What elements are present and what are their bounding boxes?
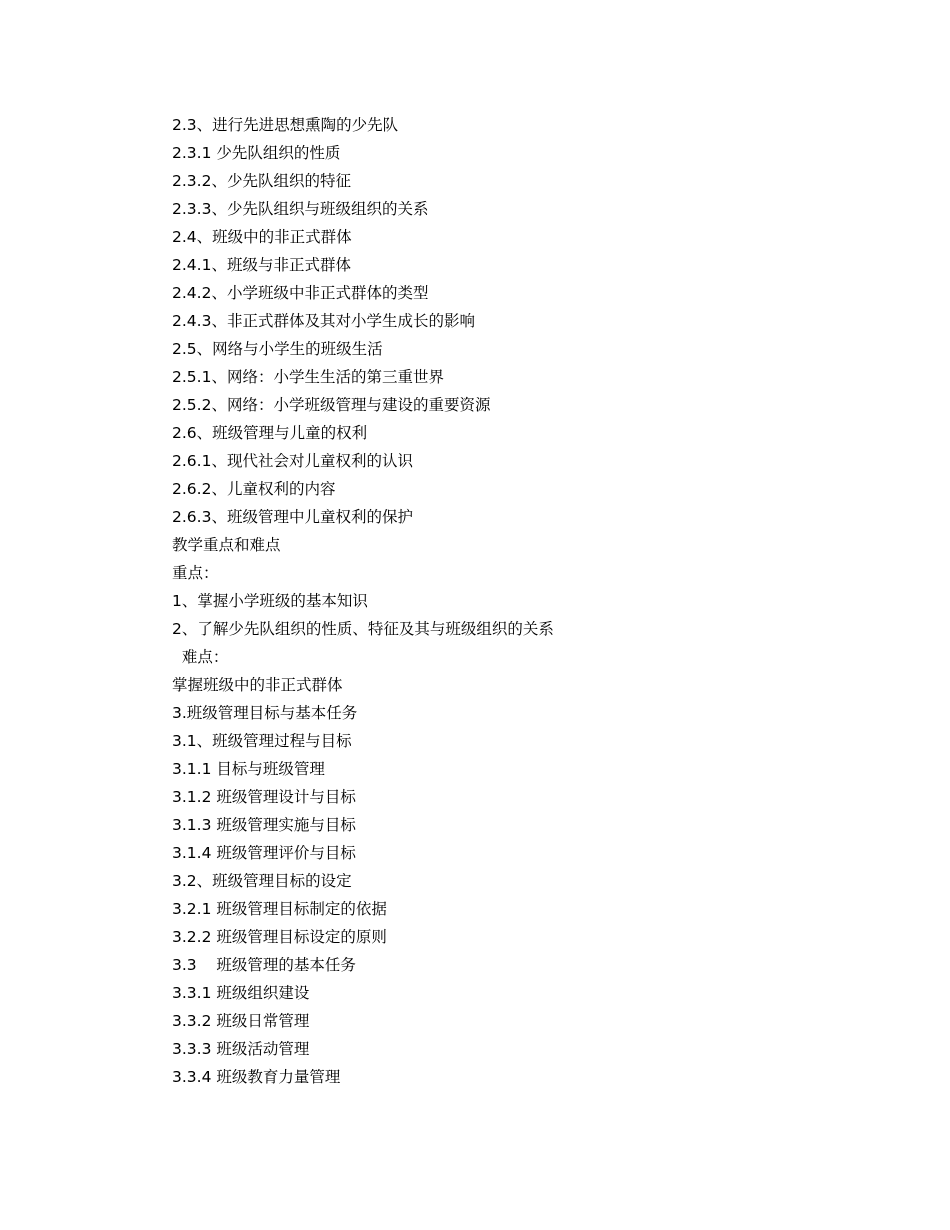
text-line: 2.6.1、现代社会对儿童权利的认识 [172,452,413,470]
text-line: 2.6.2、儿童权利的内容 [172,480,336,498]
section-heading: 3.班级管理目标与基本任务 [172,704,358,722]
text-line: 1、掌握小学班级的基本知识 [172,592,368,610]
text-line: 掌握班级中的非正式群体 [172,676,343,694]
text-line: 3.2、班级管理目标的设定 [172,872,352,890]
text-line: 2.6.3、班级管理中儿童权利的保护 [172,508,413,526]
text-line: 2.4.2、小学班级中非正式群体的类型 [172,284,429,302]
text-line: 3.1、班级管理过程与目标 [172,732,352,750]
text-line: 3.2.2 班级管理目标设定的原则 [172,928,387,946]
text-line: 3.3 班级管理的基本任务 [172,956,356,974]
text-line: 2、了解少先队组织的性质、特征及其与班级组织的关系 [172,620,554,638]
subsection-label: 重点： [172,564,219,582]
text-line: 2.3.1 少先队组织的性质 [172,144,341,162]
text-line: 2.6、班级管理与儿童的权利 [172,424,368,442]
text-line: 2.3.3、少先队组织与班级组织的关系 [172,200,429,218]
text-line: 3.1.4 班级管理评价与目标 [172,844,356,862]
text-line: 3.3.1 班级组织建设 [172,984,310,1002]
text-line: 2.5.2、网络：小学班级管理与建设的重要资源 [172,396,491,414]
section-heading: 教学重点和难点 [172,536,281,554]
text-line: 2.4.1、班级与非正式群体 [172,256,351,274]
text-line: 3.3.2 班级日常管理 [172,1012,310,1030]
text-line: 2.3.2、少先队组织的特征 [172,172,351,190]
text-line: 3.3.3 班级活动管理 [172,1040,310,1058]
text-line: 2.5.1、网络：小学生生活的第三重世界 [172,368,444,386]
text-line: 3.3.4 班级教育力量管理 [172,1068,341,1086]
text-line: 2.5、网络与小学生的班级生活 [172,340,383,358]
text-line: 2.4.3、非正式群体及其对小学生成长的影响 [172,312,475,330]
text-line: 3.1.2 班级管理设计与目标 [172,788,356,806]
text-line: 3.1.3 班级管理实施与目标 [172,816,356,834]
text-line: 3.2.1 班级管理目标制定的依据 [172,900,387,918]
subsection-label: 难点： [172,648,229,666]
text-line: 3.1.1 目标与班级管理 [172,760,325,778]
document-body [172,111,872,1091]
text-line: 2.4、班级中的非正式群体 [172,228,352,246]
text-line: 2.3、进行先进思想熏陶的少先队 [172,116,399,134]
